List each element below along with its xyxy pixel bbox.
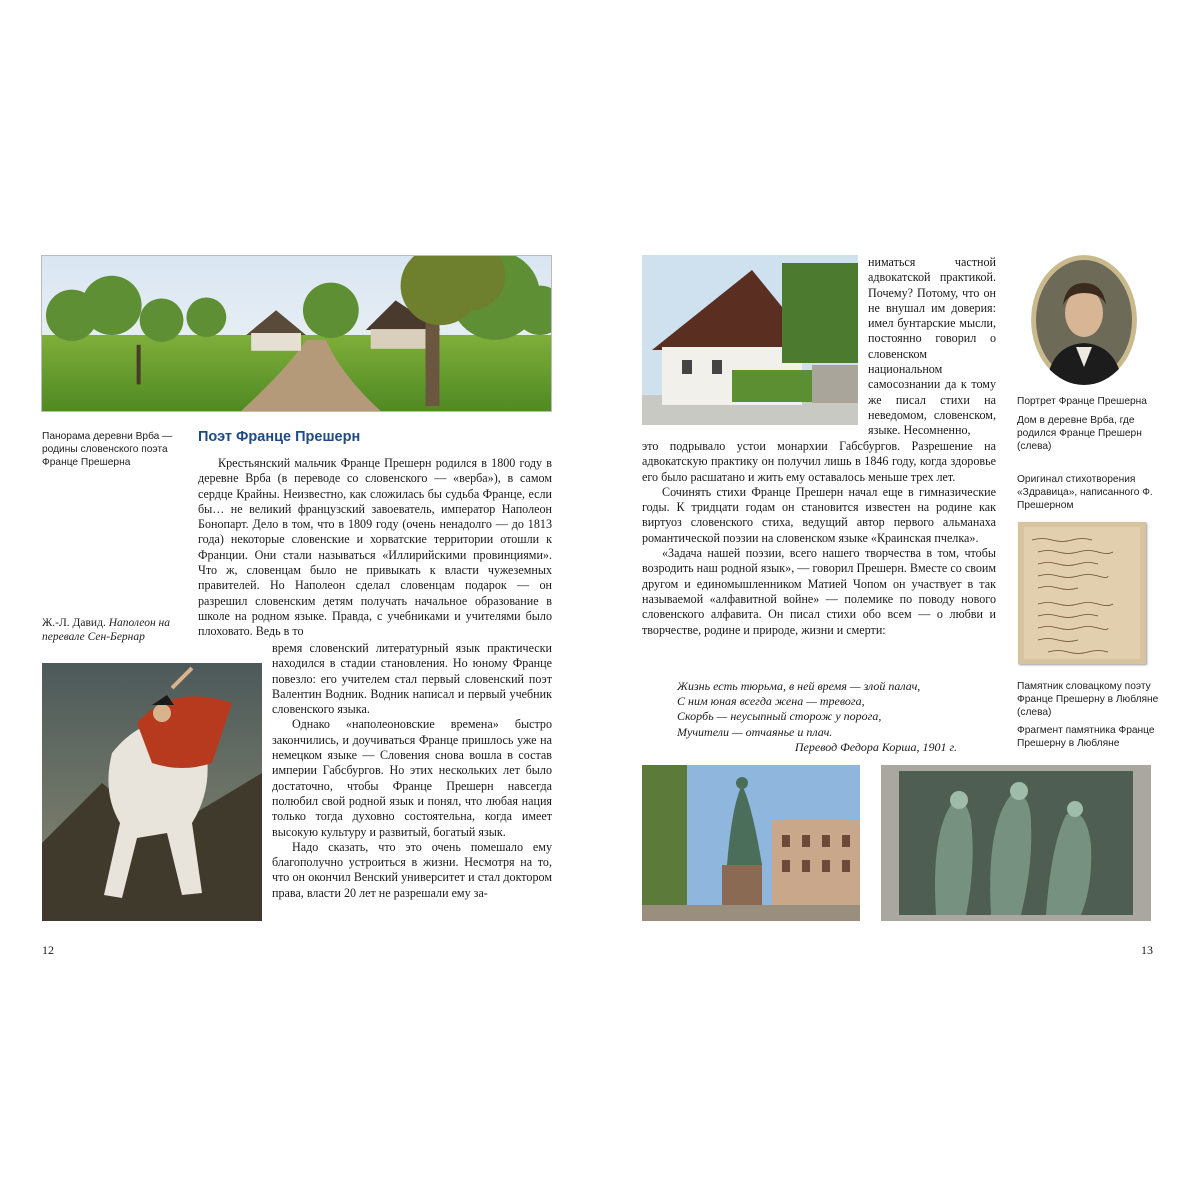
paragraph-2: Сочинять стихи Франце Прешерн начал еще в гимназические годы. К тридцати годам он становится известен на родине как виртуоз словенского стиха, ведущий автор первого альманаха романтической поэзии на словенском языке «Краинская пчелка». [642,484,996,545]
painting-caption [42,616,182,644]
page-number-left: 12 [42,943,54,957]
monument-caption: Памятник словацкому поэту Франце Прешерну в Любляне (слева) [1017,681,1159,718]
column-paragraph: ниматься частной адвокатской практикой. Почему? Потому, что он не внушал им доверия: имел бунтарские мысли, постоянно говорил о словенском национальном самосознании да к тому же писал стихи на неведомом, словенском, языке. Несомненно, [868,255,996,438]
paragraph-2: Однако «наполеоновские времена» быстро закончились, и доучиваться Франце пришлось уже на немецком языке — Словения снова вошла в состав империи Габсбургов. Но этих нескольких лет было достаточно, чтобы Франце Прешерн навсегда полюбил свой родной язык и понял, что любая нация только тогда духовно состоятельна, когда имеет высокую культуру и развитый, богатый язык. [272,717,552,839]
relief-caption: Фрагмент памятника Франце Прешерну в Любляне [1017,725,1155,749]
paragraph-3: Надо сказать, что это очень помешало ему благополучно устроиться в жизни. Несмотря на то, что он окончил Венский университет и стал доктором права, власти 20 лет не разрешали ему за- [272,839,552,900]
portrait-caption: Портрет Франце Прешерна [1017,396,1147,407]
article-column-text [868,255,996,439]
article-main-right [642,439,996,638]
house-caption: Дом в деревне Врба, где родился Франце Прешерн (слева) [1017,415,1142,452]
poem-credit: Перевод Федора Корша, 1901 г. [794,739,957,754]
manuscript-caption: Оригинал стихотворения «Здравица», написанного Ф. Прешерном [1017,474,1153,511]
poem-line-4: Мучители — отчаянье и плач. [677,724,833,739]
relief-photo [881,765,1151,921]
portrait-painting [1031,255,1137,385]
page-number-right: 13 [1141,943,1153,957]
poem-line-1: Жизнь есть тюрьма, в ней время — злой палач, [677,679,921,693]
painting-caption-author: Ж.-Л. Давид. [42,617,106,629]
panorama-caption: Панорама деревни Врба — родины словенского поэта Франце Прешерна [42,431,173,468]
paragraph-3: «Задача нашей поэзии, всего нашего творчества в том, чтобы возродить наш родной язык», — говорил Прешерн. Вместе со своим другом и единомышленником Матией Чопом он участвует в так называемой «алфавитной войне» — полемике по поводу нового словенского алфавита. Он писал стихи обо всем — о любви и творчестве, родине и природе, жизни и смерти: [642,546,996,637]
napoleon-painting [42,663,262,921]
house-photo [642,255,858,425]
paragraph-1-continued: время словенский литературный язык практически находился в стадии становления. Но юному Франце повезло: его учителем стал первый словенский поэт Валентин Водник. Водник написал и первый учебник словенского языка. [272,641,552,717]
poem-block [677,679,967,755]
poem-line-3: Скорбь — неусыпный сторож у порога, [677,709,882,724]
page-title: Поэт Франце Прешерн [198,429,361,445]
paragraph-continued: это подрывало устои монархии Габсбургов. Разрешение на адвокатскую практику он получил лишь в 1846 году, когда здоровье его было расшатано и жить ему оставалось меньше трех лет. [642,439,996,484]
monument-photo [642,765,860,921]
village-panorama-photo [41,255,552,412]
poem-line-2: С ним юная всегда жена — тревога, [677,694,865,709]
article-paragraph-continued [272,641,552,901]
painting-caption-title: Наполеон на перевале Сен-Бернар [42,617,171,643]
manuscript-photo [1018,522,1146,664]
paragraph-1: Крестьянский мальчик Франце Прешерн родился в 1800 году в деревне Врба (в переводе со словенского — «верба»), в самом сердце Крайны. Неизвестно, как сложилась бы судьба Франце, если бы… не великий французский завоеватель, император Наполеон Бонопарт. Дело в том, что в 1809 году (очень ненадолго — до 1813 года) некоторые словенские и хорватские территории отошли к Франции. Они стали называться «Иллирийскими провинциями». Что ж, словенцам было не привыкать к власти чужеземных правителей. Но Наполеон сделал словенцам подарок — он разрешил словенским детям получать начальное образование в школе на родном языке. Правда, с учебниками и учителями было плоховато. Ведь в то [198,456,552,639]
article-paragraph [198,456,552,640]
